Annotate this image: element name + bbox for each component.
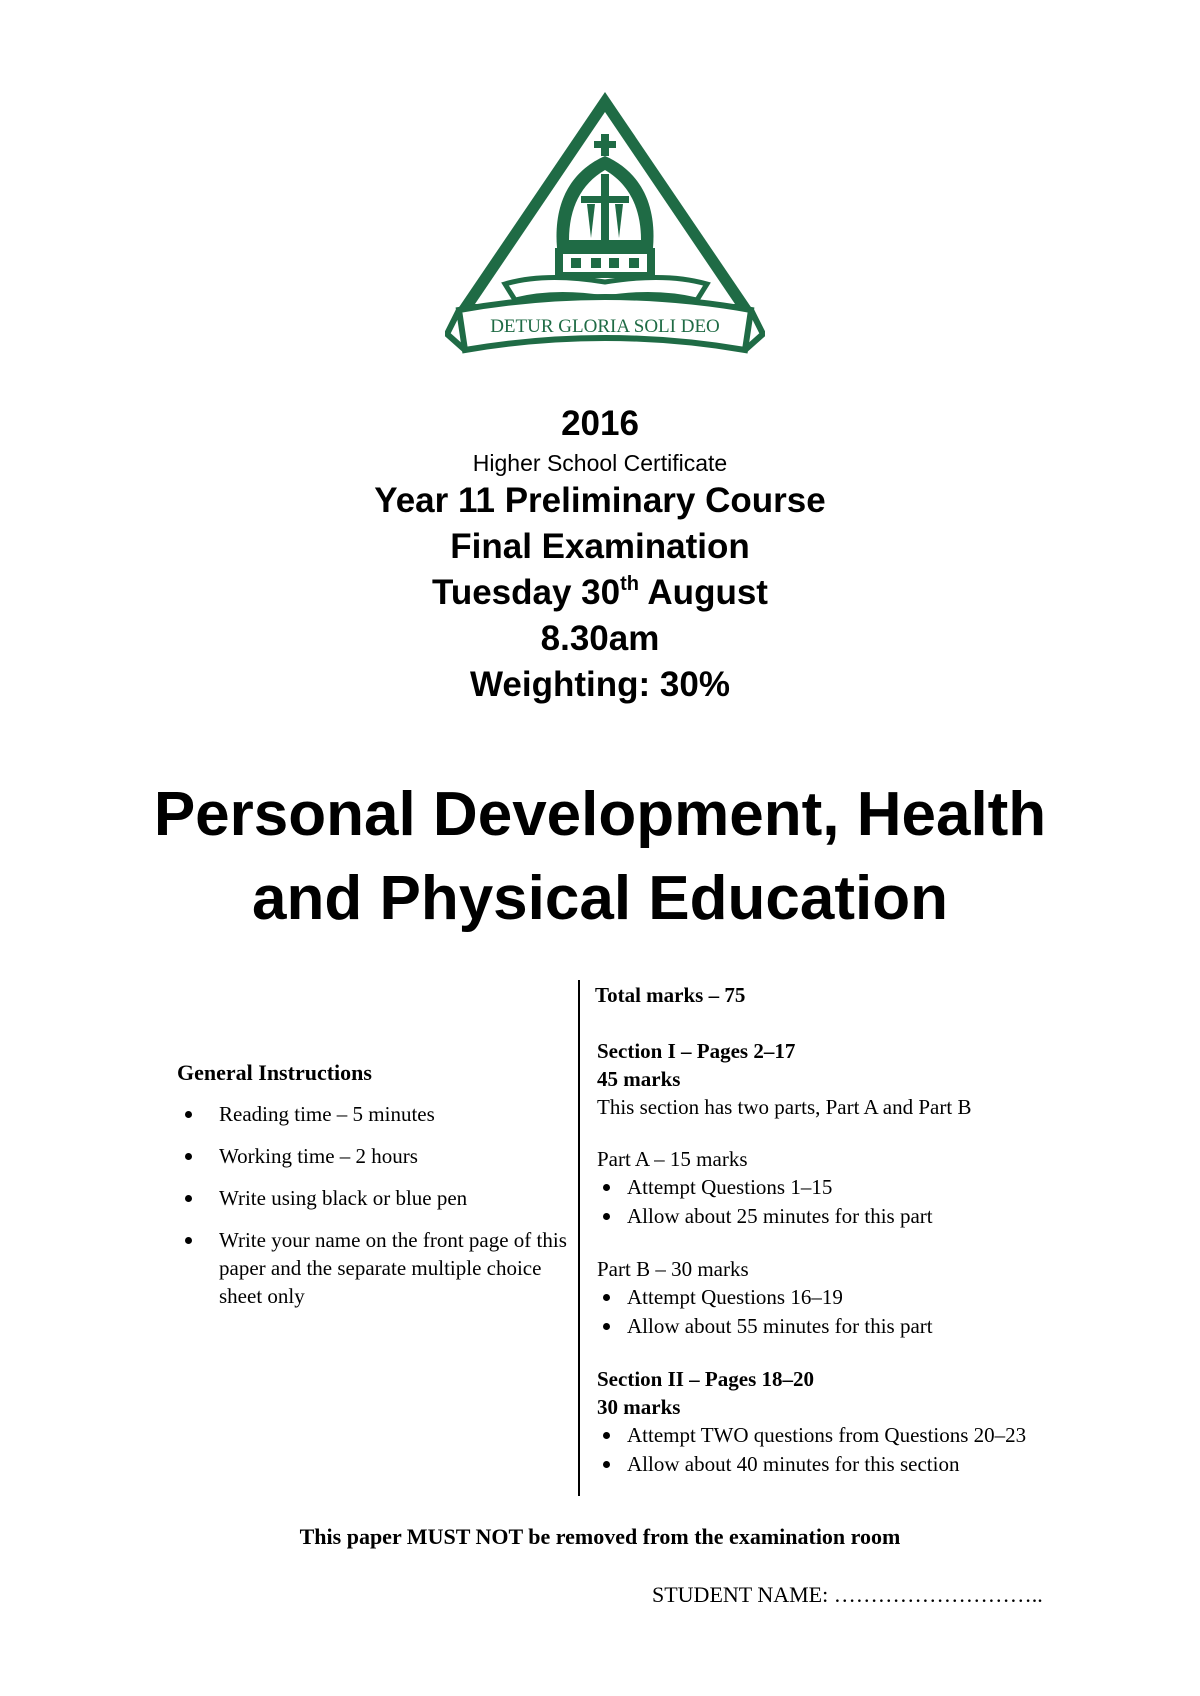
subject-title-line2: and Physical Education xyxy=(252,864,948,933)
subject-title-line1: Personal Development, Health xyxy=(153,780,1047,849)
exam-date-suffix: th xyxy=(620,573,639,595)
instruction-item: Write your name on the front page of this paper and the separate multiple choice sheet only xyxy=(177,1226,567,1310)
section1-note: This section has two parts, Part A and Part B xyxy=(597,1095,972,1119)
instruction-item: Write using black or blue pen xyxy=(177,1184,567,1212)
total-marks: Total marks – 75 xyxy=(595,983,746,1007)
exam-date-main: Tuesday 30 xyxy=(432,573,621,612)
exam-structure xyxy=(597,981,1117,1479)
subject-title xyxy=(0,773,1200,941)
section2-marks: 30 marks xyxy=(597,1395,681,1419)
general-instructions xyxy=(177,1060,567,1324)
crest-motto: DETUR GLORIA SOLI DEO xyxy=(490,316,720,337)
removal-warning: This paper MUST NOT be removed from the examination room xyxy=(299,1524,901,1549)
partA-item: Attempt Questions 1–15 xyxy=(597,1173,1117,1202)
section2-item: Allow about 40 minutes for this section xyxy=(597,1450,1117,1479)
school-crest-logo xyxy=(445,88,765,378)
section1-marks: 45 marks xyxy=(597,1067,681,1091)
student-name-field[interactable]: STUDENT NAME: ……………………….. xyxy=(652,1582,1043,1607)
partA-heading: Part A – 15 marks xyxy=(597,1147,748,1171)
exam-header xyxy=(0,402,1200,708)
exam-year: 2016 xyxy=(561,404,639,443)
exam-date xyxy=(0,570,1200,616)
instruction-item: Reading time – 5 minutes xyxy=(177,1100,567,1128)
section2-heading: Section II – Pages 18–20 xyxy=(597,1367,814,1391)
general-instructions-title: General Instructions xyxy=(177,1060,372,1085)
certificate-name: Higher School Certificate xyxy=(472,450,728,476)
exam-weighting: Weighting: 30% xyxy=(470,665,730,704)
column-divider xyxy=(578,980,580,1496)
section2-item: Attempt TWO questions from Questions 20–23 xyxy=(597,1421,1117,1450)
partB-heading: Part B – 30 marks xyxy=(597,1257,749,1281)
section1-heading: Section I – Pages 2–17 xyxy=(597,1039,796,1063)
partB-item: Attempt Questions 16–19 xyxy=(597,1283,1117,1312)
exam-date-month: August xyxy=(638,573,768,612)
instruction-item: Working time – 2 hours xyxy=(177,1142,567,1170)
exam-name: Final Examination xyxy=(450,527,750,566)
exam-time: 8.30am xyxy=(540,619,660,658)
partB-item: Allow about 55 minutes for this part xyxy=(597,1312,1117,1341)
course-name: Year 11 Preliminary Course xyxy=(374,481,826,520)
partA-item: Allow about 25 minutes for this part xyxy=(597,1202,1117,1231)
